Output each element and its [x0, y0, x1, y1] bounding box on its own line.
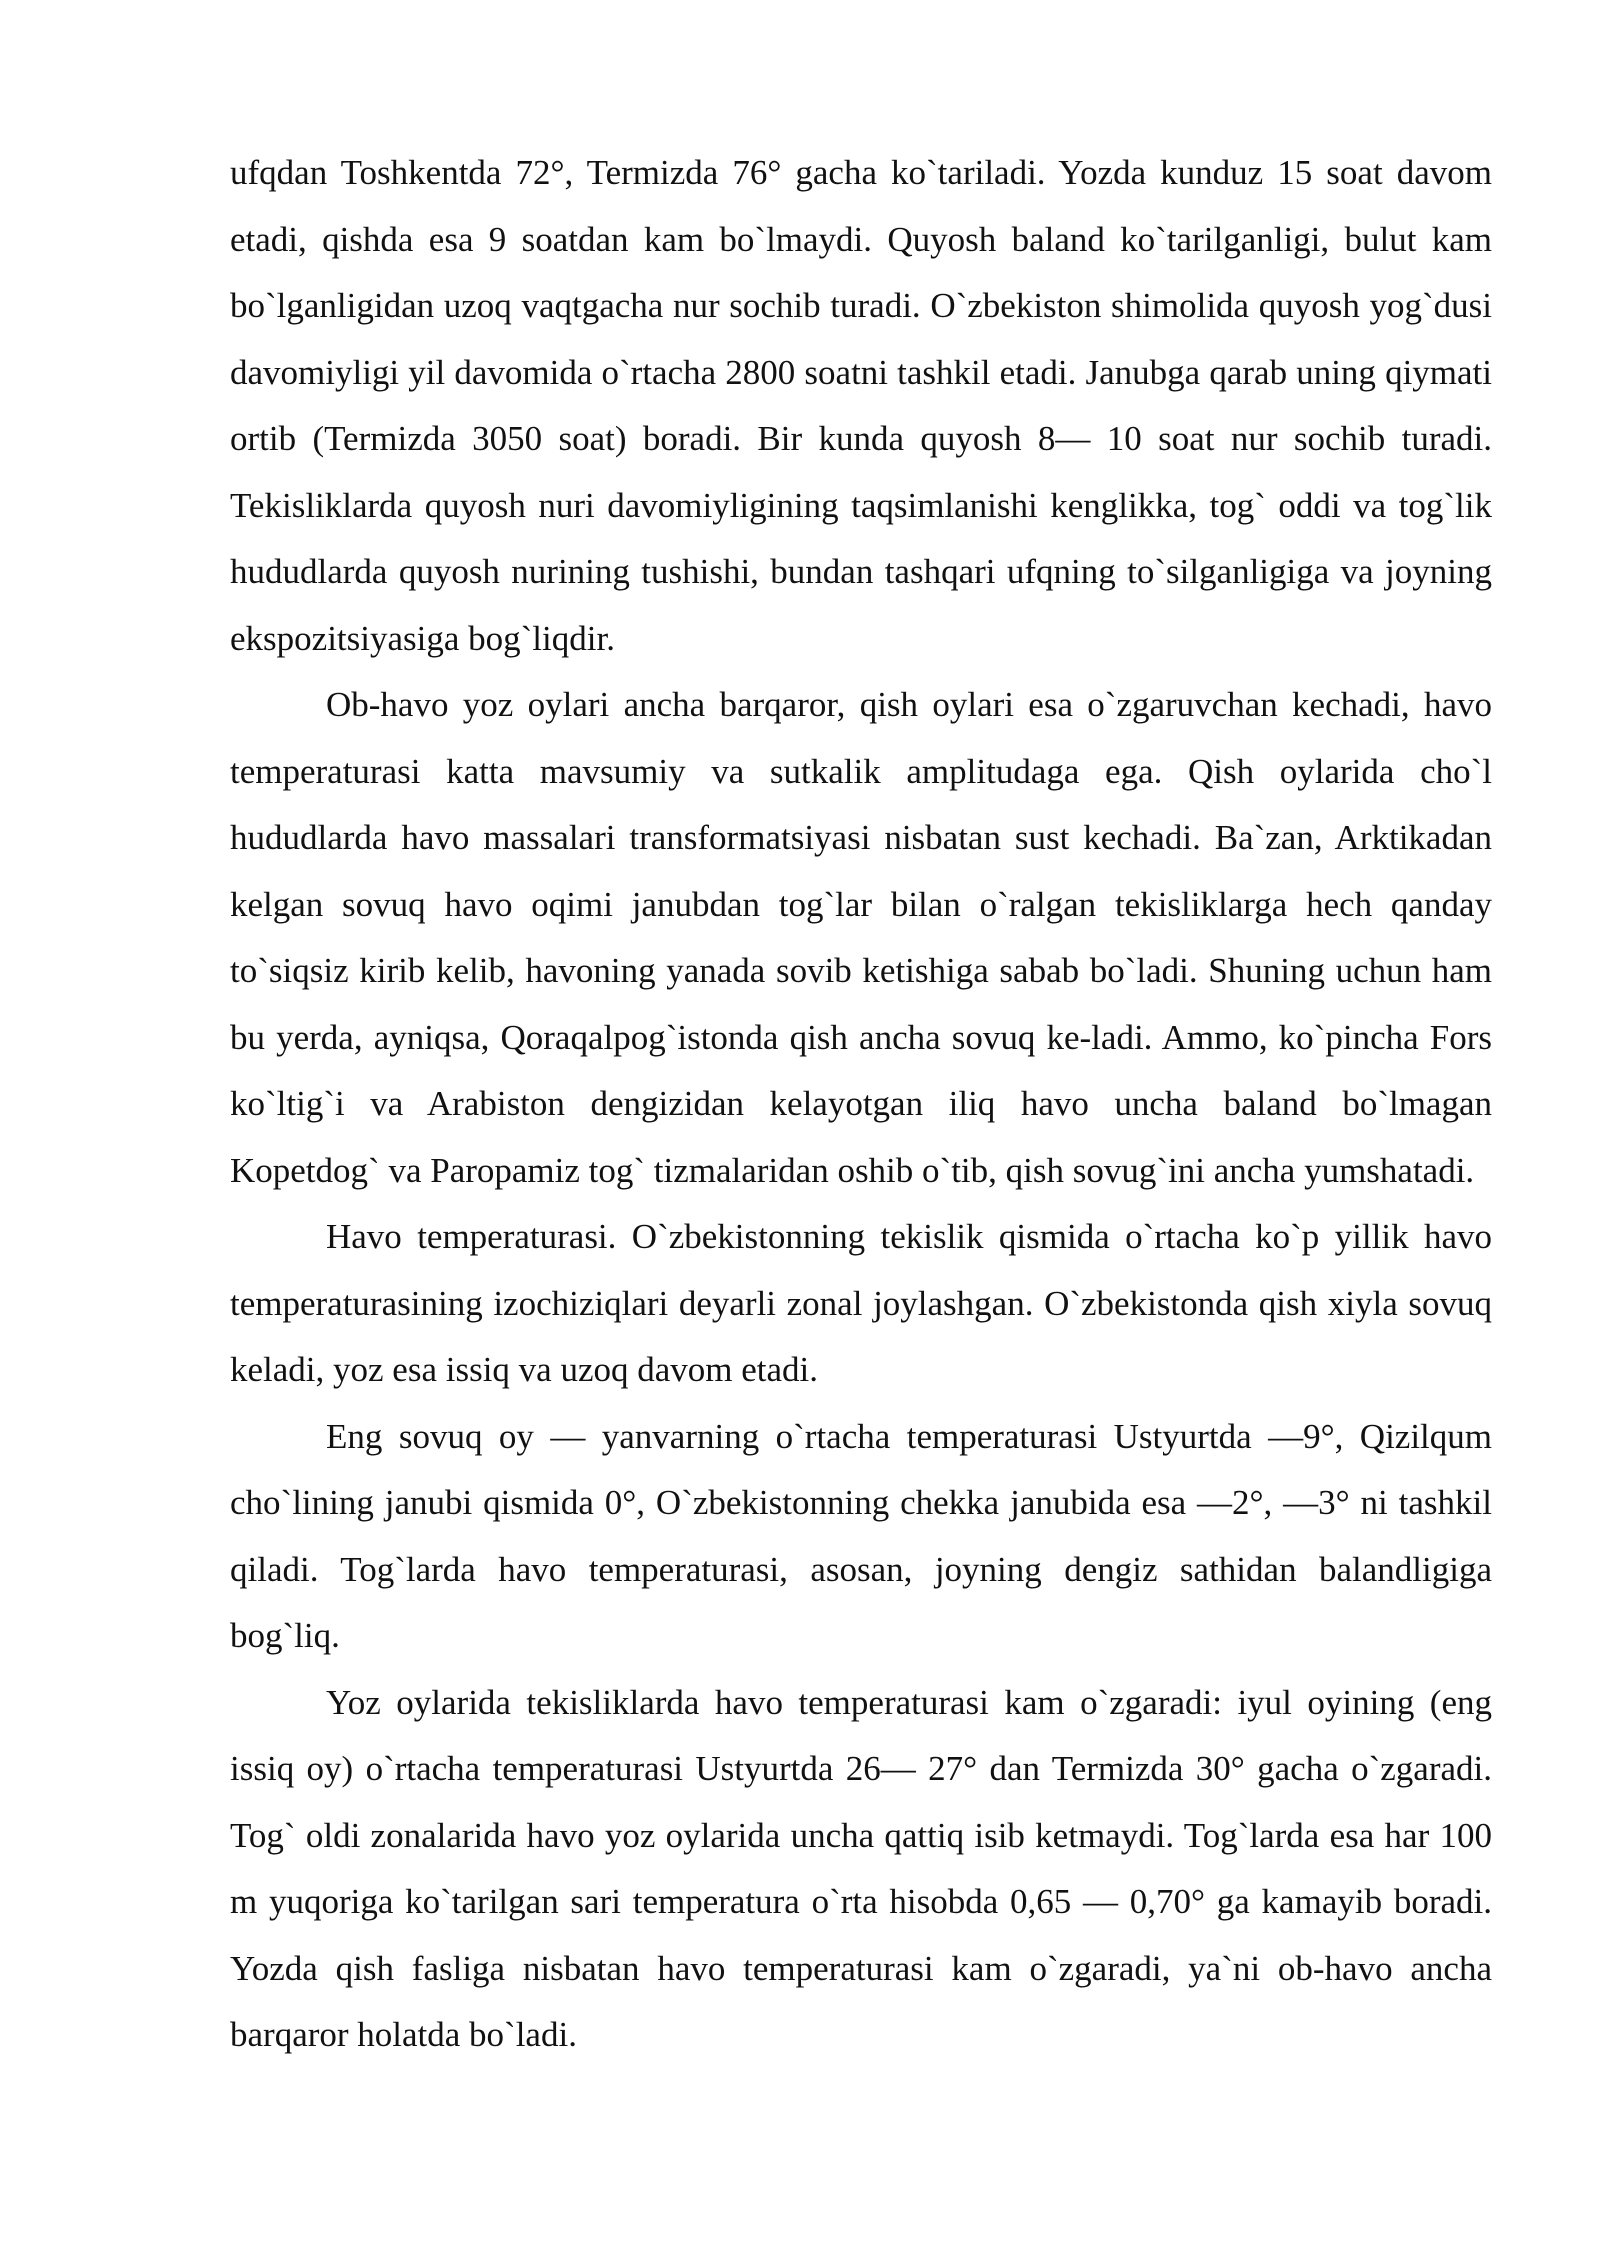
- paragraph-summer-months: Yoz oylarida tekisliklarda havo temperaturasi kam o`zgaradi: iyul oyining (eng issiq oy) o`rtacha temperaturasi Ustyurtda 26— 27° dan Termizda 30° gacha o`zgaradi. Tog` oldi zonalarida havo yoz oylarida uncha qattiq isib ketmaydi. Tog`larda esa har 100 m yuqoriga ko`tarilgan sari temperatura o`rta hisobda 0,65 — 0,70° ga kamayib boradi. Yozda qish fasliga nisbatan havo temperaturasi kam o`zgaradi, ya`ni ob-havo ancha barqaror holatda bo`ladi.: [230, 1682, 1492, 2054]
- document-page: [230, 140, 1492, 2069]
- paragraph-coldest-month: Eng sovuq oy — yanvarning o`rtacha temperaturasi Ustyurtda —9°, Qizilqum cho`lining janubi qismida 0°, O`zbekistonning chekka janubida esa —2°, —3° ni tashkil qiladi. Tog`larda havo temperaturasi, asosan, joyning dengiz sathidan balandligiga bog`liq.: [230, 1416, 1492, 1655]
- paragraph-sunshine-duration: ufqdan Toshkentda 72°, Termizda 76° gacha ko`tariladi. Yozda kunduz 15 soat davom etadi, qishda esa 9 soatdan kam bo`lmaydi. Quyosh baland ko`tarilganligi, bulut kam bo`lganligidan uzoq vaqtgacha nur sochib turadi. O`zbekiston shimolida quyosh yog`dusi davomiyligi yil davomida o`rtacha 2800 soatni tashkil etadi. Janubga qarab uning qiymati ortib (Termizda 3050 soat) boradi. Bir kunda quyosh 8— 10 soat nur sochib turadi. Tekisliklarda quyosh nuri davomiyligining taqsimlanishi kenglikka, tog` oddi va tog`lik hududlarda quyosh nurining tushishi, bundan tashqari ufqning to`silganligiga va joyning ekspozitsiyasiga bog`liqdir.: [230, 153, 1492, 658]
- paragraph-weather-stability: Ob-havo yoz oylari ancha barqaror, qish oylari esa o`zgaruvchan kechadi, havo temperaturasi katta mavsumiy va sutkalik amplitudaga ega. Qish oylarida cho`l hududlarda havo massalari transformatsiyasi nisbatan sust kechadi. Ba`zan, Arktikadan kelgan sovuq havo oqimi janubdan tog`lar bilan o`ralgan tekisliklarga hech qanday to`siqsiz kirib kelib, havoning yanada sovib ketishiga sabab bo`ladi. Shuning uchun ham bu yerda, ayniqsa, Qoraqalpog`istonda qish ancha sovuq ke-ladi. Ammo, ko`pincha Fors ko`ltig`i va Arabiston dengizidan kelayotgan iliq havo uncha baland bo`lmagan Kopetdog` va Paropamiz tog` tizmalaridan oshib o`tib, qish sovug`ini ancha yumshatadi.: [230, 685, 1492, 1190]
- paragraph-air-temperature: Havo temperaturasi. O`zbekistonning tekislik qismida o`rtacha ko`p yillik havo temperaturasining izochiziqlari deyarli zonal joylashgan. O`zbekistonda qish xiyla sovuq keladi, yoz esa issiq va uzoq davom etadi.: [230, 1217, 1492, 1389]
